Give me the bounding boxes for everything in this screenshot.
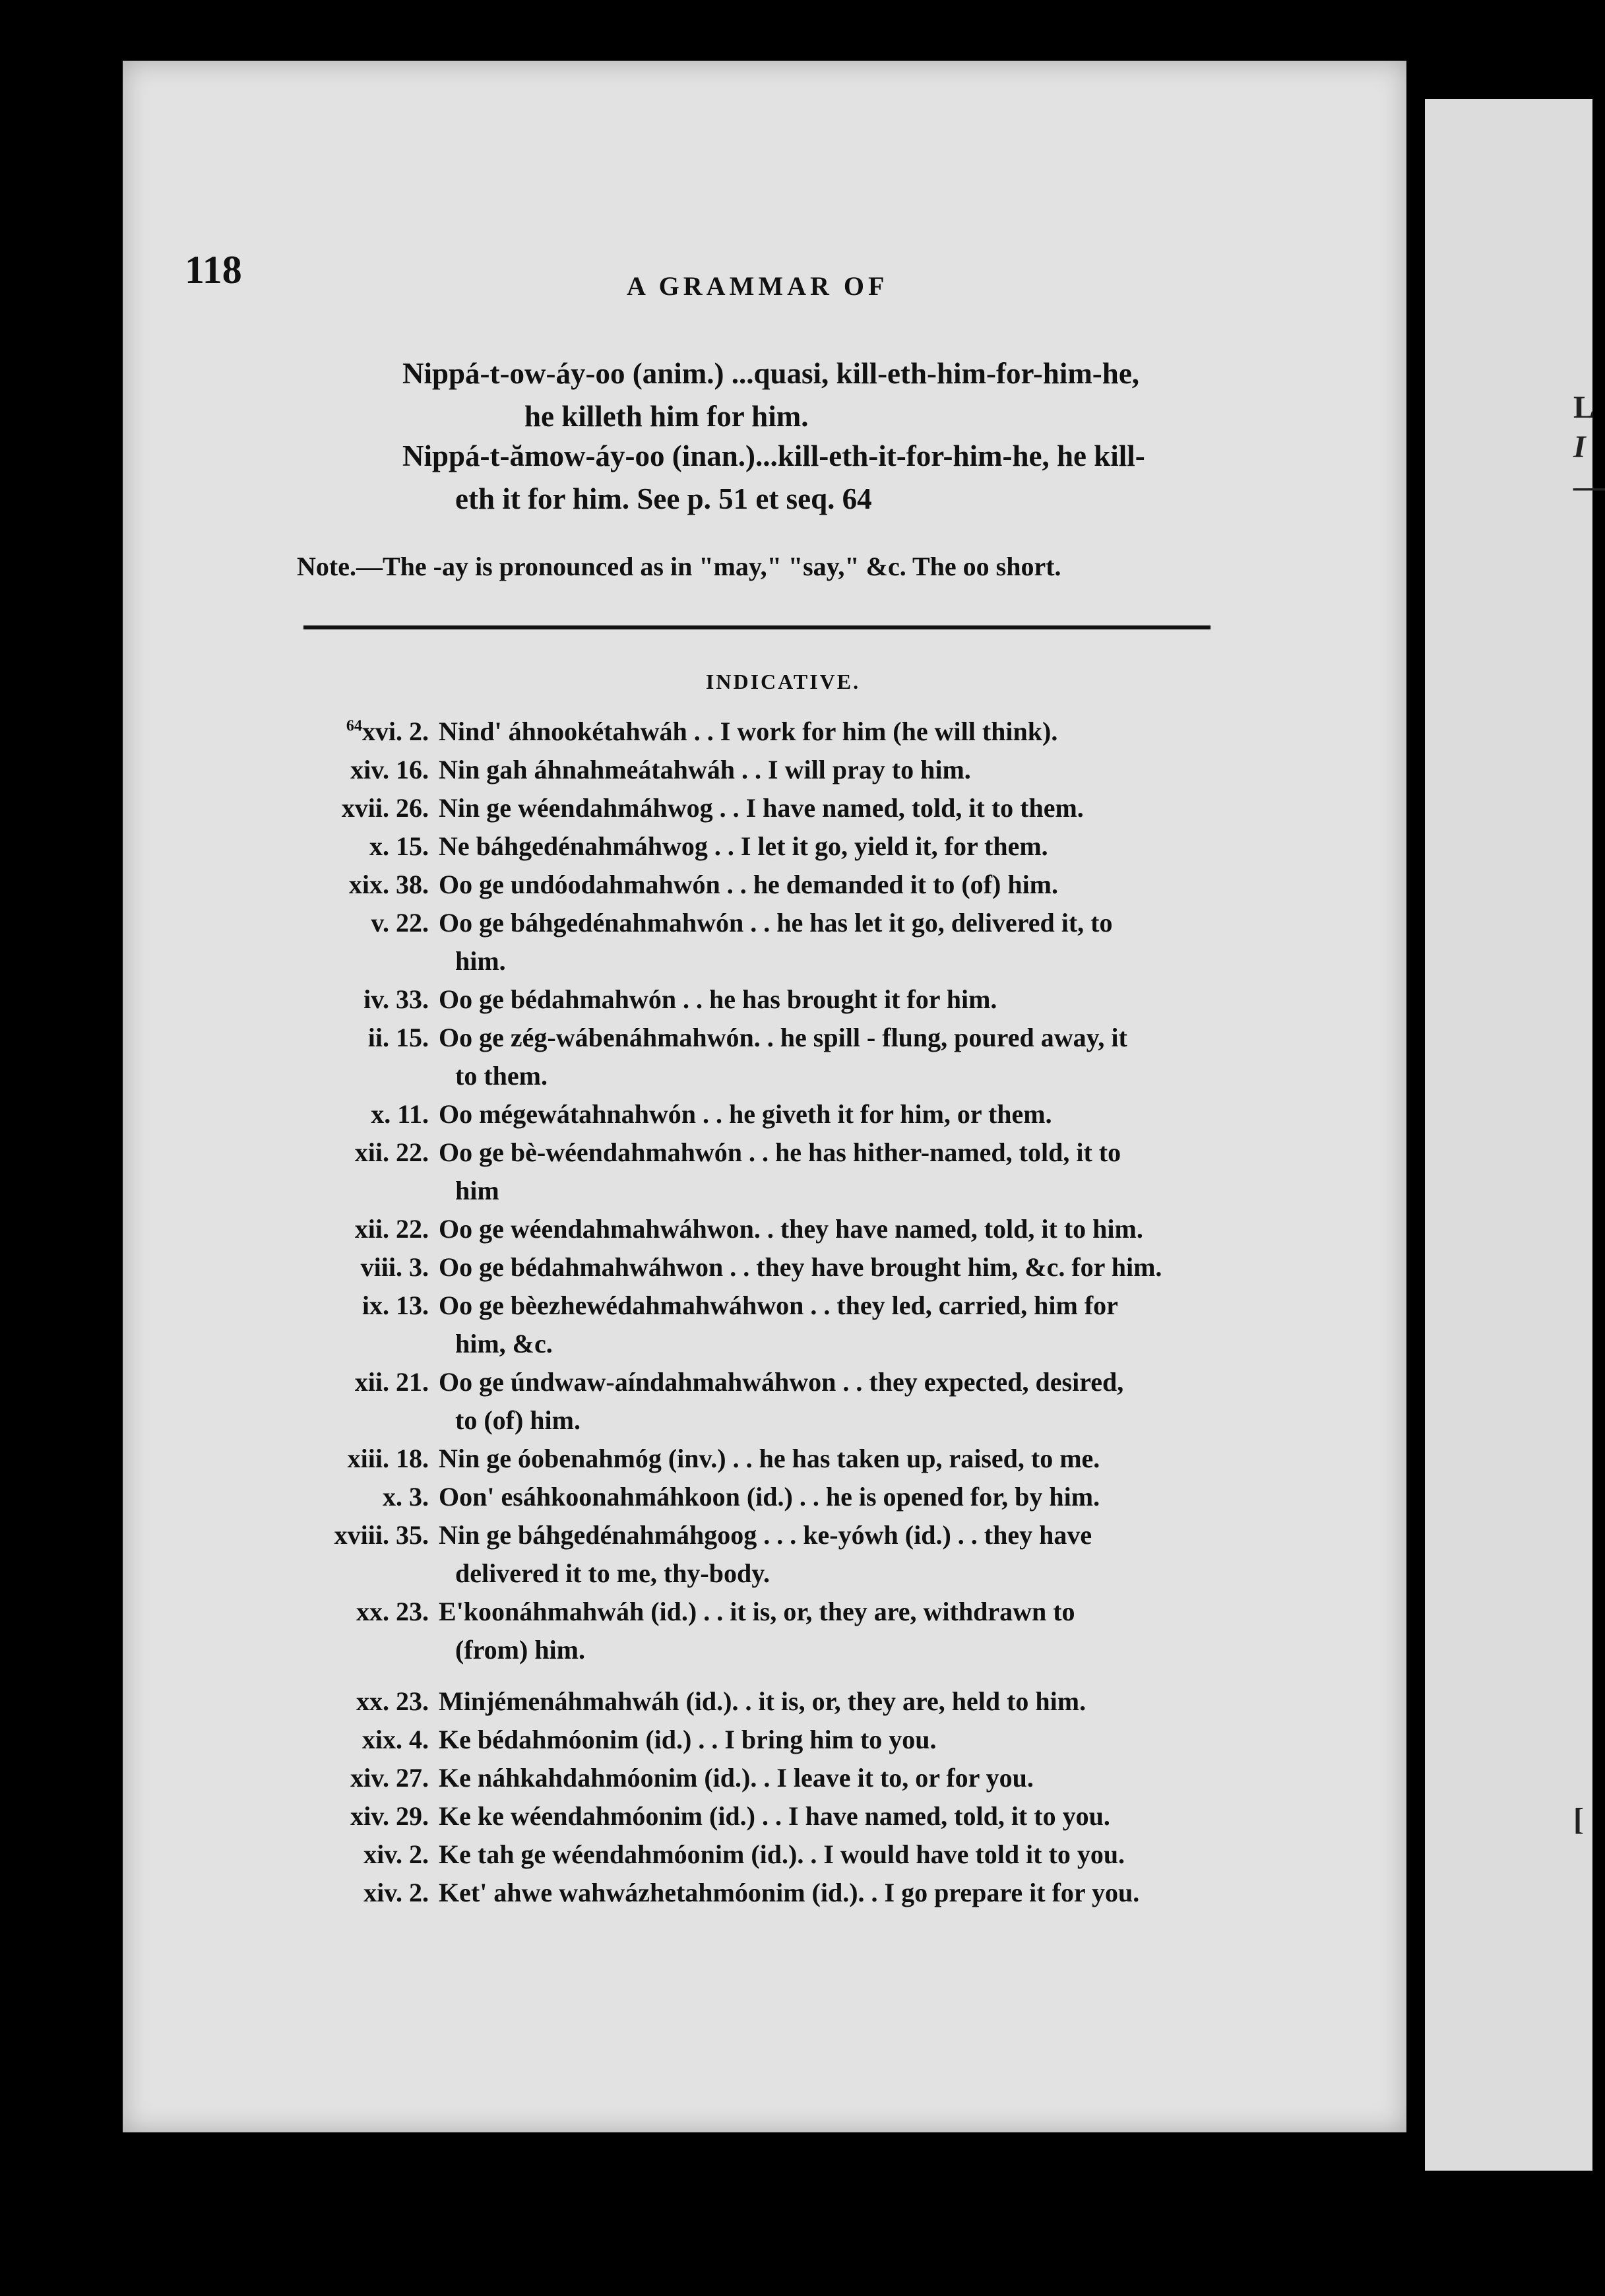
entry-reference: xx. 23. (356, 1686, 429, 1716)
entry-text: E'koonáhmahwáh (id.) . . it is, or, they are, withdrawn to (439, 1597, 1075, 1626)
entry-text: Minjémenáhmahwáh (id.). . it is, or, they are, held to him. (439, 1686, 1086, 1716)
intro-line: eth it for him. See p. 51 et seq. 64 (455, 482, 872, 515)
entry-reference: x. 15. (369, 831, 429, 861)
entry-reference: viii. 3. (360, 1252, 429, 1282)
entry-text: Oo ge wéendahmahwáhwon. . they have named, told, it to him. (439, 1214, 1143, 1244)
entry-reference: v. 22. (371, 908, 429, 938)
entry-text: him (455, 1176, 499, 1205)
entry-text: Ne báhgedénahmáhwog . . I let it go, yield it, for them. (439, 831, 1048, 861)
entry-reference: xiv. 2. (363, 1839, 429, 1869)
entry-text: delivered it to me, thy-body. (455, 1558, 771, 1588)
entry-reference: ii. 15. (367, 1023, 429, 1052)
entry-text: Nin ge óobenahmóg (inv.) . . he has taken up, raised, to me. (439, 1444, 1100, 1473)
entry-text: Oo ge bèezhewédahmahwáhwon . . they led, carried, him for (439, 1291, 1118, 1320)
entry-text: Oo ge undóodahmahwón . . he demanded it to (of) him. (439, 870, 1059, 899)
adjacent-page-fragment: — (1573, 469, 1605, 504)
entry-text: to (of) him. (455, 1405, 581, 1435)
entry-text: Oo mégewátahnahwón . . he giveth it for him, or them. (439, 1099, 1052, 1129)
entry-text: him. (455, 946, 506, 976)
entry-reference: xiv. 27. (350, 1763, 429, 1793)
adjacent-page-fragment: L (1573, 390, 1595, 425)
entry-reference: xix. 38. (348, 870, 429, 899)
entry-reference: $^{64}$xvi. 2. (346, 717, 429, 746)
entry-reference: xii. 22. (354, 1214, 429, 1244)
entry-reference: xx. 23. (356, 1597, 429, 1626)
entry-text: Nin gah áhnahmeátahwáh . . I will pray to him. (439, 755, 971, 784)
entry-text: (from) him. (455, 1635, 585, 1665)
horizontal-rule (303, 625, 1211, 629)
entry-text: Nin ge wéendahmáhwog . . I have named, told, it to them. (439, 793, 1084, 823)
adjacent-page-fragment: I (1573, 430, 1586, 464)
entry-text: Oo ge báhgedénahmahwón . . he has let it go, delivered it, to (439, 908, 1113, 938)
entry-text: Nin ge báhgedénahmáhgoog . . . ke-yówh (id.) . . they have (439, 1520, 1092, 1550)
entry-reference: xiv. 29. (350, 1801, 429, 1831)
page-number: 118 (185, 248, 242, 292)
entry-text: Oo ge bédahmahwón . . he has brought it for him. (439, 984, 997, 1014)
entry-reference: xii. 21. (354, 1367, 429, 1397)
intro-line: Nippá-t-ow-áy-oo (anim.) ...quasi, kill-eth-him-for-him-he, (402, 357, 1140, 390)
entry-reference: x. 11. (371, 1099, 429, 1129)
entry-reference: xiv. 2. (363, 1878, 429, 1907)
adjacent-page-fragment: [ (1573, 1802, 1584, 1837)
running-title: A GRAMMAR OF (627, 271, 889, 301)
entry-reference: ix. 13. (362, 1291, 429, 1320)
entry-text: Ke ke wéendahmóonim (id.) . . I have named, told, it to you. (439, 1801, 1110, 1831)
section-heading: INDICATIVE. (705, 670, 861, 693)
entry-text: to them. (455, 1061, 548, 1091)
footnote-marker: 64 (346, 717, 362, 735)
entry-reference: xviii. 35. (334, 1520, 429, 1550)
intro-line: he killeth him for him. (524, 400, 809, 433)
entry-text: Nind' áhnookétahwáh . . I work for him (he will think). (439, 717, 1058, 746)
entry-reference: xix. 4. (362, 1725, 429, 1754)
entry-text: Ket' ahwe wahwázhetahmóonim (id.). . I go prepare it for you. (439, 1878, 1140, 1907)
entry-reference: xvii. 26. (341, 793, 429, 823)
entry-text: Oo ge bè-wéendahmahwón . . he has hither-named, told, it to (439, 1137, 1121, 1167)
entry-text: Ke náhkahdahmóonim (id.). . I leave it to, or for you. (439, 1763, 1034, 1793)
entry-reference: iv. 33. (363, 984, 429, 1014)
entry-text: him, &c. (455, 1329, 553, 1358)
entry-text: Ke tah ge wéendahmóonim (id.). . I would have told it to you. (439, 1839, 1125, 1869)
entry-text: Oo ge bédahmahwáhwon . . they have brought him, &c. for him. (439, 1252, 1162, 1282)
entry-reference: x. 3. (383, 1482, 429, 1512)
entry-reference: xiii. 18. (347, 1444, 429, 1473)
intro-line: Nippá-t-ămow-áy-oo (inan.)...kill-eth-it-for-him-he, he kill- (402, 439, 1145, 472)
entry-reference: xii. 22. (354, 1137, 429, 1167)
entry-text: Oo ge úndwaw-aíndahmahwáhwon . . they expected, desired, (439, 1367, 1124, 1397)
entry-reference: xiv. 16. (350, 755, 429, 784)
adjacent-page-edge (1425, 99, 1605, 2171)
entry-text: Oon' esáhkoonahmáhkoon (id.) . . he is opened for, by him. (439, 1482, 1100, 1512)
note-line: Note.—The -ay is pronounced as in "may," "say," &c. The oo short. (297, 552, 1061, 581)
entry-text: Ke bédahmóonim (id.) . . I bring him to you. (439, 1725, 937, 1754)
entry-text: Oo ge zég-wábenáhmahwón. . he spill - flung, poured away, it (439, 1023, 1127, 1052)
